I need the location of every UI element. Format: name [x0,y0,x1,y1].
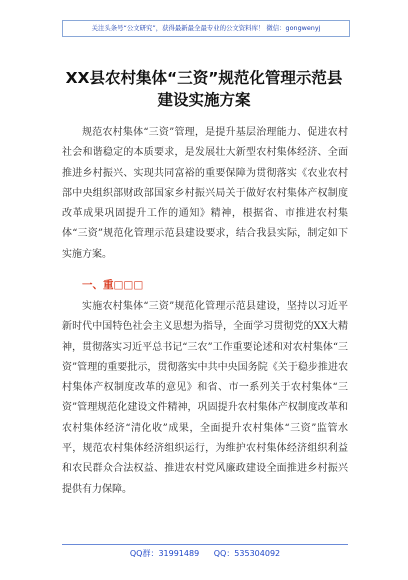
footer-qq-group: QQ群：31991489 [129,549,200,558]
footer-qq: QQ：535304092 [213,549,281,558]
section-1-heading: 一、重□□□ [82,279,144,291]
top-banner: 关注头条号“公文研究”，获得最新最全最专业的公文资料库！ 微信：gongwenyj [62,20,350,37]
document-title-line-2: 建设实施方案 [157,91,251,109]
footer-contact [62,544,348,559]
document-title-line-1: XX县农村集体“三资”规范化管理示范县 [65,69,343,87]
intro-paragraph: 规范农村集体“三资”管理，是提升基层治理能力、促进农村社会和谐稳定的本质要求，是发展壮大新型农村集体经济、全面推进乡村振兴、实现共同富裕的重要保障为贯彻落实《农业农村部中央组织部财政部国家乡村振兴局关于做好农村集体产权制度改革成果巩固提升工作的通知》精神，根据省、市推进农村集体“三资”规范化管理示范县建设要求，结合我县实际，制定如下实施方案。 [62,127,348,260]
section-1-paragraph: 实施农村集体“三资”规范化管理示范县建设，坚持以习近平新时代中国特色社会主义思想为指导，全面学习贯彻党的XX大精神，贯彻落实习近平总书记“三农”工作重要论述和对农村集体“三资”管理的重要批示，贯彻落实中共中央国务院《关于稳步推进农村集体产权制度改革的意见》和省、市一系列关于农村集体“三资”管理规范化建设文件精神，巩固提升农村集体产权制度改革和农村集体经济“清化收”成果，全面提升农村集体“三资”监管水平，规范农村集体经济组织运行，为维护农村集体经济组织利益和农民群众合法权益、推进农村党风廉政建设全面推进乡村振兴提供有力保障。 [62,301,348,495]
